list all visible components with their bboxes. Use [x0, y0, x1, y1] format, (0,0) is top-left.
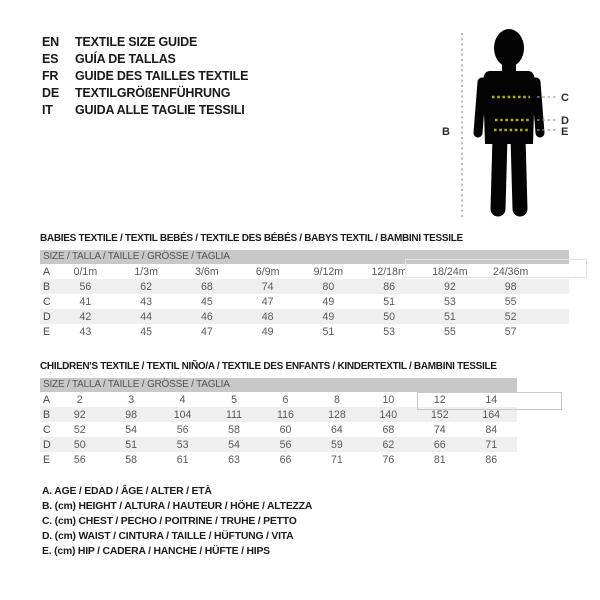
size-table-row	[40, 452, 517, 467]
size-table-row	[40, 437, 517, 452]
row-letter: E	[43, 453, 51, 466]
size-value-cell: 84	[485, 423, 498, 436]
size-value-cell: 63	[228, 453, 240, 466]
size-value-cell: 81	[433, 453, 446, 466]
size-value-cell: 10	[382, 393, 395, 406]
size-value-cell: 43	[79, 325, 92, 338]
size-value-cell: 71	[331, 453, 343, 466]
row-letter: E	[43, 325, 51, 338]
row-letter: B	[43, 280, 51, 293]
size-value-cell: 18/24m	[432, 265, 468, 278]
babies-size-table	[40, 250, 569, 339]
size-value-cell: 45	[200, 295, 213, 308]
size-value-cell: 64	[331, 423, 343, 436]
size-value-cell: 12	[433, 393, 446, 406]
row-letter: A	[43, 393, 51, 406]
size-value-cell: 49	[261, 325, 274, 338]
size-value-cell: 58	[125, 453, 138, 466]
right-leg	[518, 137, 520, 209]
size-value-cell: 56	[176, 423, 189, 436]
language-row	[42, 50, 248, 67]
size-value-cell: 53	[383, 325, 396, 338]
children-size-table	[40, 378, 517, 467]
size-value-cell: 8	[333, 393, 340, 406]
row-letter: C	[43, 423, 51, 436]
size-value-cell: 68	[382, 423, 395, 436]
row-letter: D	[43, 310, 51, 323]
size-value-cell: 57	[504, 325, 517, 338]
size-value-cell: 50	[383, 310, 396, 323]
size-value-cell: 164	[482, 408, 501, 421]
size-value-cell: 54	[228, 438, 240, 451]
language-row	[42, 84, 248, 101]
size-value-cell: 14	[485, 393, 498, 406]
size-value-cell: 41	[79, 295, 92, 308]
children-table-title: CHILDREN'S TEXTILE / TEXTIL NIÑO/A / TEXTILE DES ENFANTS / KINDERTEXTIL / BAMBINI TESSILE	[40, 361, 497, 372]
size-value-cell: 6	[282, 393, 289, 406]
child-silhouette-icon	[483, 29, 535, 144]
child-neck	[502, 58, 516, 73]
size-value-cell: 47	[200, 325, 213, 338]
size-value-cell: 71	[485, 438, 498, 451]
size-value-cell: 111	[225, 408, 243, 421]
size-value-cell: 54	[125, 423, 138, 436]
left-arm	[478, 82, 482, 133]
size-value-cell: 49	[322, 310, 335, 323]
size-value-cell: 55	[504, 295, 517, 308]
language-title: GUIDE DES TAILLES TEXTILE	[75, 68, 249, 83]
babies-size-header-row: SIZE / TALLA / TAILLE / GRÖSSE / TAGLIA	[40, 250, 569, 264]
language-title: GUÍA DE TALLAS	[75, 51, 176, 66]
legend-item: B. (cm) HEIGHT / ALTURA / HAUTEUR / HÖHE / ALTEZZA	[42, 501, 313, 512]
legend-item: D. (cm) WAIST / CINTURA / TAILLE / HÜFTUNG / VITA	[42, 531, 294, 542]
size-value-cell: 74	[433, 423, 446, 436]
size-value-cell: 51	[443, 310, 456, 323]
size-value-cell: 59	[331, 438, 343, 451]
size-value-cell: 60	[279, 423, 292, 436]
size-table-row	[40, 407, 517, 422]
size-value-cell: 3	[128, 393, 135, 406]
size-value-cell: 56	[79, 280, 92, 293]
figure-label-e: E	[561, 126, 569, 138]
size-value-cell: 48	[261, 310, 274, 323]
size-value-cell: 58	[228, 423, 240, 436]
figure-label-b: B	[442, 126, 450, 138]
size-value-cell: 152	[430, 408, 449, 421]
size-value-cell: 42	[79, 310, 92, 323]
size-value-cell: 44	[140, 310, 153, 323]
size-table-row	[40, 422, 517, 437]
size-value-cell: 61	[176, 453, 189, 466]
figure-label-c: C	[561, 92, 569, 104]
size-value-cell: 140	[379, 408, 398, 421]
size-table-row	[40, 324, 569, 339]
size-table-row	[40, 294, 569, 309]
language-title-list	[42, 33, 248, 118]
language-code: EN	[42, 34, 59, 49]
size-value-cell: 76	[382, 453, 395, 466]
measurement-legend	[42, 484, 312, 559]
size-value-cell: 98	[125, 408, 138, 421]
size-value-cell: 86	[485, 453, 498, 466]
size-value-cell: 51	[383, 295, 396, 308]
language-code: DE	[42, 85, 59, 100]
size-value-cell: 12/18m	[371, 265, 407, 278]
size-value-cell: 49	[322, 295, 335, 308]
babies-table-title: BABIES TEXTILE / TEXTIL BEBÉS / TEXTILE DES BÉBÉS / BABYS TEXTIL / BAMBINI TESSILE	[40, 233, 463, 244]
language-code: FR	[42, 68, 59, 83]
size-value-cell: 66	[279, 453, 292, 466]
size-value-cell: 1/3m	[134, 265, 158, 278]
language-title: TEXTILE SIZE GUIDE	[75, 34, 198, 49]
size-table-row	[40, 264, 569, 279]
size-value-cell: 86	[383, 280, 396, 293]
size-value-cell: 116	[277, 408, 294, 421]
size-value-cell: 52	[73, 423, 86, 436]
child-measurement-figure	[440, 25, 600, 225]
size-value-cell: 66	[433, 438, 446, 451]
size-value-cell: 80	[322, 280, 335, 293]
size-value-cell: 52	[504, 310, 517, 323]
children-size-header-row: SIZE / TALLA / TAILLE / GRÖSSE / TAGLIA	[40, 378, 517, 392]
language-row	[42, 33, 248, 50]
size-value-cell: 3/6m	[195, 265, 219, 278]
language-title: TEXTILGRÖßENFÜHRUNG	[75, 85, 231, 100]
size-value-cell: 128	[328, 408, 346, 421]
size-value-cell: 24/36m	[492, 265, 529, 278]
row-letter: D	[43, 438, 51, 451]
size-value-cell: 53	[443, 295, 456, 308]
size-value-cell: 53	[176, 438, 189, 451]
size-value-cell: 46	[200, 310, 213, 323]
language-code: IT	[42, 102, 53, 117]
size-value-cell: 104	[173, 408, 192, 421]
row-letter: C	[43, 295, 51, 308]
legend-item: E. (cm) HIP / CADERA / HANCHE / HÜFTE / HIPS	[42, 546, 270, 557]
figure-label-d: D	[561, 115, 569, 127]
language-row	[42, 67, 248, 84]
left-leg	[498, 137, 500, 209]
language-row	[42, 101, 248, 118]
size-value-cell: 45	[140, 325, 153, 338]
size-value-cell: 6/9m	[255, 265, 280, 278]
size-value-cell: 5	[231, 393, 237, 406]
size-table-row	[40, 279, 569, 294]
language-title: GUIDA ALLE TAGLIE TESSILI	[75, 102, 245, 117]
size-table-row	[40, 309, 569, 324]
size-value-cell: 68	[200, 280, 213, 293]
size-value-cell: 51	[322, 325, 335, 338]
size-value-cell: 55	[443, 325, 456, 338]
right-arm	[536, 82, 540, 133]
size-value-cell: 98	[504, 280, 517, 293]
size-value-cell: 50	[73, 438, 86, 451]
size-value-cell: 56	[279, 438, 292, 451]
language-code: ES	[42, 51, 59, 66]
size-value-cell: 43	[140, 295, 153, 308]
size-value-cell: 56	[73, 453, 86, 466]
size-value-cell: 2	[76, 393, 83, 406]
size-value-cell: 51	[125, 438, 138, 451]
row-letter: A	[43, 265, 51, 278]
size-value-cell: 62	[140, 280, 153, 293]
size-value-cell: 62	[382, 438, 395, 451]
size-value-cell: 92	[443, 280, 456, 293]
row-letter: B	[43, 408, 51, 421]
child-torso	[483, 71, 535, 144]
legend-item: A. AGE / EDAD / ÂGE / ALTER / ETÀ	[42, 486, 212, 497]
size-value-cell: 4	[179, 393, 186, 406]
legend-item: C. (cm) CHEST / PECHO / POITRINE / TRUHE / PETTO	[42, 516, 297, 527]
size-table-row	[40, 392, 517, 407]
size-value-cell: 92	[73, 408, 86, 421]
size-value-cell: 0/1m	[73, 265, 98, 278]
size-value-cell: 74	[261, 280, 274, 293]
size-value-cell: 47	[261, 295, 274, 308]
size-value-cell: 9/12m	[313, 265, 344, 278]
